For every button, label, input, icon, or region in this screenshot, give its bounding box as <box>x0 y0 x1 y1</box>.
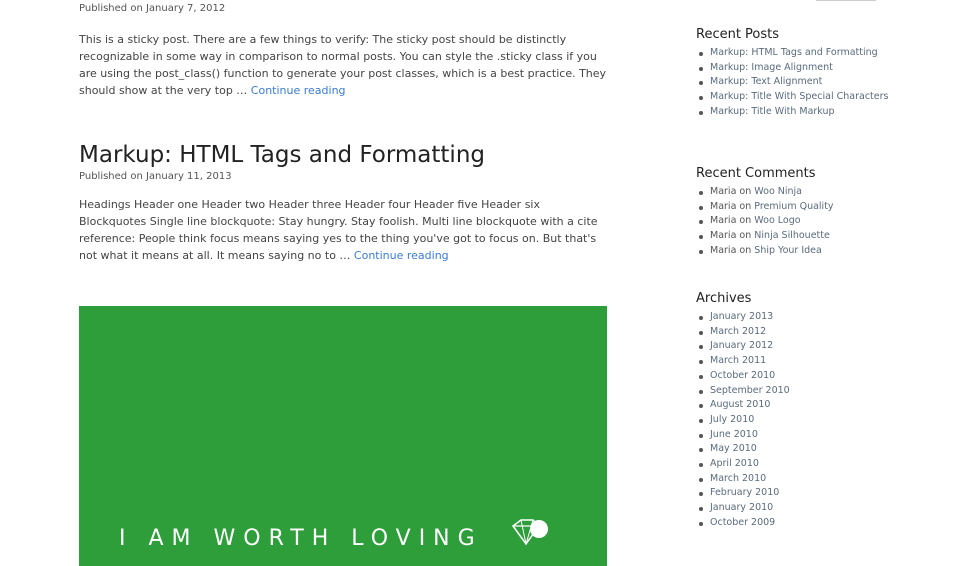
comment-post-link[interactable]: Ship Your Idea <box>754 244 822 256</box>
archive-link[interactable]: September 2010 <box>710 384 790 396</box>
post-excerpt-text: This is a sticky post. There are a few things to verify: The sticky post should be distinctly recognizable in some way in comparison to normal posts. You can style the .sticky class if you are using the post_class() function to generate your post classes, which is a best practice. They should show at the very top … <box>79 33 607 97</box>
post-html-tags <box>79 140 607 264</box>
archive-link[interactable]: February 2010 <box>710 487 780 499</box>
comment-connector: on <box>739 230 752 242</box>
post-excerpt-text: Headings Header one Header two Header three Header four Header five Header six Blockquotes Single line blockquote: Stay hungry. Stay foolish. Multi line blockquote with a cite reference: People think focus means saying yes to the thing you've got to focus on. But that's not what it means at all. It means saying no to … <box>79 198 598 262</box>
search-box-edge[interactable] <box>816 0 876 1</box>
post-date: Published on January 11, 2013 <box>79 171 232 182</box>
recent-post-link[interactable]: Markup: Text Alignment <box>710 76 823 88</box>
comment-author: Maria <box>710 215 737 227</box>
comment-post-link[interactable]: Woo Ninja <box>754 186 803 197</box>
recent-post-link[interactable]: Markup: Title With Special Characters <box>710 91 889 103</box>
recent-post-link[interactable]: Markup: Image Alignment <box>710 61 833 73</box>
archive-link[interactable]: January 2010 <box>710 502 774 514</box>
recent-posts-list <box>696 46 946 120</box>
list-item <box>710 229 946 244</box>
comment-post-link[interactable]: Premium Quality <box>754 200 834 212</box>
list-item <box>710 501 946 516</box>
list-item <box>710 472 946 487</box>
list-item <box>710 354 946 369</box>
archive-link[interactable]: January 2012 <box>710 340 774 352</box>
list-item <box>710 369 946 384</box>
list-item <box>710 428 946 443</box>
post-excerpt <box>79 196 607 264</box>
comment-post-link[interactable]: Ninja Silhouette <box>754 230 830 242</box>
post-date: Published on January 7, 2012 <box>79 3 226 14</box>
list-item <box>710 339 946 354</box>
list-item <box>710 214 946 229</box>
archive-link[interactable]: July 2010 <box>710 413 755 425</box>
widget-recent-posts <box>696 27 946 120</box>
comment-author: Maria <box>710 186 737 197</box>
list-item <box>710 200 946 215</box>
archive-link[interactable]: March 2012 <box>710 325 767 337</box>
widget-title: Recent Comments <box>696 166 816 181</box>
comment-author: Maria <box>710 244 737 256</box>
list-item <box>710 413 946 428</box>
list-item <box>710 61 946 76</box>
archive-link[interactable]: January 2013 <box>710 311 774 322</box>
archive-link[interactable]: October 2010 <box>710 369 776 381</box>
widget-title: Recent Posts <box>696 27 780 42</box>
comment-connector: on <box>739 186 752 197</box>
list-item <box>710 398 946 413</box>
list-item <box>710 325 946 340</box>
widget-recent-comments <box>696 166 946 259</box>
comment-connector: on <box>739 244 752 256</box>
comment-connector: on <box>739 215 752 227</box>
continue-reading-link[interactable]: Continue reading <box>353 249 449 262</box>
list-item <box>710 244 946 259</box>
list-item <box>710 75 946 90</box>
archive-link[interactable]: August 2010 <box>710 399 771 411</box>
diamond-logo-icon <box>509 518 553 552</box>
continue-reading-link[interactable]: Continue reading <box>250 84 346 97</box>
post-excerpt <box>79 31 607 99</box>
archive-link[interactable]: March 2011 <box>710 355 767 367</box>
recent-comments-list <box>696 185 946 259</box>
comment-connector: on <box>739 200 752 212</box>
list-item <box>710 310 946 325</box>
widget-title: Archives <box>696 291 752 306</box>
comment-author: Maria <box>710 200 737 212</box>
archive-link[interactable]: June 2010 <box>710 428 758 440</box>
archive-link[interactable]: March 2010 <box>710 472 767 484</box>
archive-link[interactable]: April 2010 <box>710 458 759 470</box>
list-item <box>710 46 946 61</box>
comment-author: Maria <box>710 230 737 242</box>
list-item <box>710 90 946 105</box>
recent-post-link[interactable]: Markup: Title With Markup <box>710 105 835 117</box>
list-item <box>710 442 946 457</box>
list-item <box>710 185 946 200</box>
archive-link[interactable]: October 2009 <box>710 516 776 528</box>
post-title[interactable]: Markup: HTML Tags and Formatting <box>79 142 486 168</box>
archive-link[interactable]: May 2010 <box>710 443 757 455</box>
list-item <box>710 486 946 501</box>
widget-archives <box>696 291 946 531</box>
archives-list <box>696 310 946 531</box>
list-item <box>710 516 946 531</box>
recent-post-link[interactable]: Markup: HTML Tags and Formatting <box>710 47 878 58</box>
list-item <box>710 105 946 120</box>
list-item <box>710 384 946 399</box>
featured-image-caption: I AM WORTH LOVING <box>119 526 483 551</box>
list-item <box>710 457 946 472</box>
comment-post-link[interactable]: Woo Logo <box>754 215 801 227</box>
featured-image[interactable] <box>79 306 607 566</box>
